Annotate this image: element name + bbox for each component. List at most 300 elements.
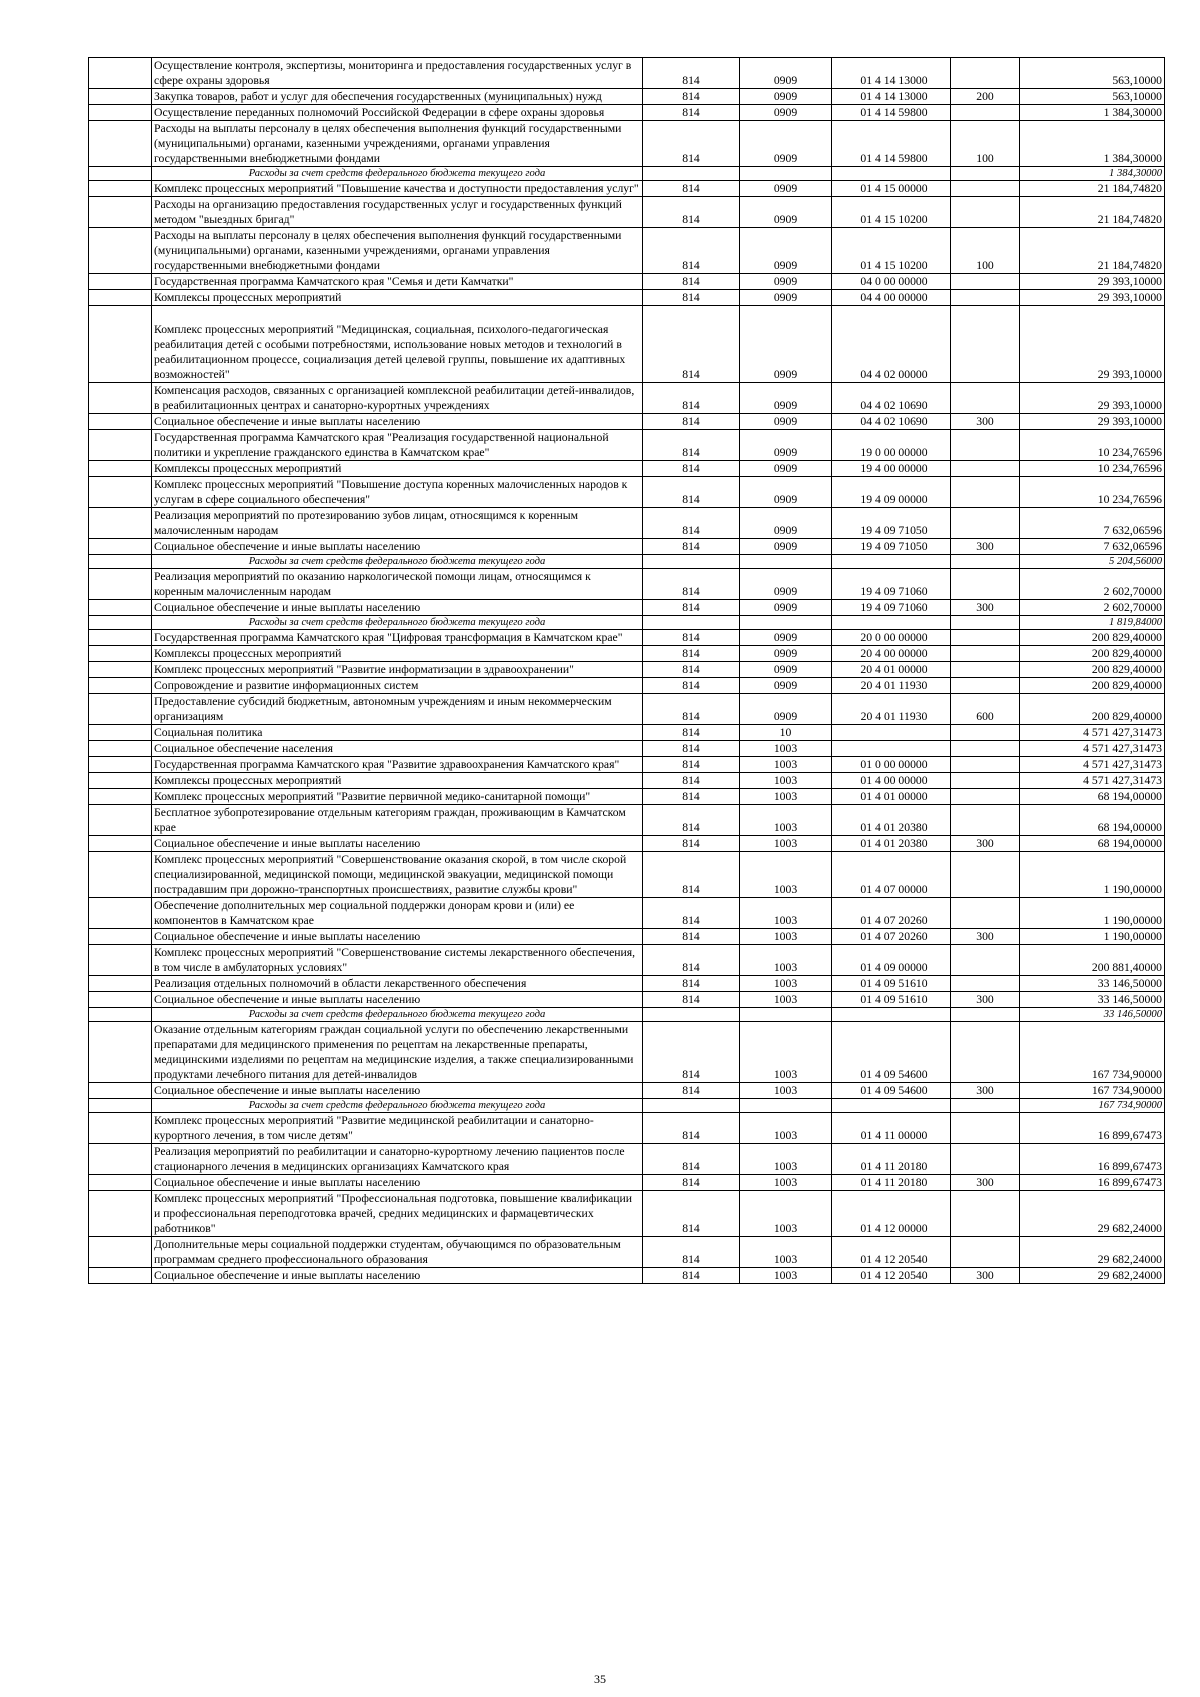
- row-section-code: 1003: [740, 773, 832, 789]
- row-index-cell: [89, 121, 152, 167]
- row-index-cell: [89, 1144, 152, 1175]
- row-sum: 4 571 427,31473: [1020, 725, 1165, 741]
- row-index-cell: [89, 167, 152, 181]
- row-expense-type: [951, 898, 1020, 929]
- row-name: Социальное обеспечение и иные выплаты населению: [152, 1268, 643, 1284]
- row-index-cell: [89, 1237, 152, 1268]
- row-sum: 16 899,67473: [1020, 1113, 1165, 1144]
- row-index-cell: [89, 197, 152, 228]
- table-row: [89, 600, 1165, 616]
- row-section-code: 1003: [740, 929, 832, 945]
- row-glav-code: 814: [643, 228, 740, 274]
- row-name: Расходы за счет средств федерального бюджета текущего года: [152, 1099, 643, 1113]
- row-name: Комплекс процессных мероприятий "Развитие первичной медико-санитарной помощи": [152, 789, 643, 805]
- row-name: Социальное обеспечение населения: [152, 741, 643, 757]
- table-row: [89, 306, 1165, 383]
- row-name: Социальное обеспечение и иные выплаты населению: [152, 539, 643, 555]
- row-sum: 1 190,00000: [1020, 898, 1165, 929]
- row-sum: 200 829,40000: [1020, 678, 1165, 694]
- row-section-code: 1003: [740, 836, 832, 852]
- table-row: [89, 539, 1165, 555]
- row-glav-code: 814: [643, 630, 740, 646]
- table-row: [89, 121, 1165, 167]
- table-row: [89, 725, 1165, 741]
- row-name: Предоставление субсидий бюджетным, автономным учреждениям и иным некоммерческим организациям: [152, 694, 643, 725]
- row-target-code: 04 4 02 10690: [832, 383, 951, 414]
- row-expense-type: [951, 383, 1020, 414]
- row-sum: 68 194,00000: [1020, 789, 1165, 805]
- row-expense-type: 300: [951, 1083, 1020, 1099]
- row-sum: 1 190,00000: [1020, 929, 1165, 945]
- row-expense-type: 200: [951, 89, 1020, 105]
- row-sum: 4 571 427,31473: [1020, 757, 1165, 773]
- budget-table: [88, 57, 1165, 1284]
- table-row: [89, 789, 1165, 805]
- row-glav-code: 814: [643, 1191, 740, 1237]
- table-row: [89, 197, 1165, 228]
- row-name: Дополнительные меры социальной поддержки студентам, обучающимся по образовательным программам среднего профессионального образования: [152, 1237, 643, 1268]
- row-glav-code: 814: [643, 992, 740, 1008]
- row-target-code: 01 4 11 00000: [832, 1113, 951, 1144]
- row-name: Социальное обеспечение и иные выплаты населению: [152, 1083, 643, 1099]
- row-expense-type: [951, 1008, 1020, 1022]
- row-name: Комплексы процессных мероприятий: [152, 290, 643, 306]
- row-section-code: 1003: [740, 992, 832, 1008]
- row-index-cell: [89, 555, 152, 569]
- row-sum: 29 682,24000: [1020, 1237, 1165, 1268]
- table-row: [89, 694, 1165, 725]
- row-index-cell: [89, 228, 152, 274]
- table-row: [89, 569, 1165, 600]
- row-glav-code: 814: [643, 105, 740, 121]
- row-target-code: [832, 741, 951, 757]
- row-sum: 563,10000: [1020, 89, 1165, 105]
- row-target-code: [832, 555, 951, 569]
- row-sum: 29 393,10000: [1020, 290, 1165, 306]
- row-section-code: [740, 1008, 832, 1022]
- row-sum: 563,10000: [1020, 58, 1165, 89]
- row-sum: 29 393,10000: [1020, 306, 1165, 383]
- row-glav-code: 814: [643, 773, 740, 789]
- row-glav-code: 814: [643, 539, 740, 555]
- row-target-code: 01 4 15 00000: [832, 181, 951, 197]
- row-sum: 167 734,90000: [1020, 1083, 1165, 1099]
- row-section-code: [740, 167, 832, 181]
- row-expense-type: 300: [951, 600, 1020, 616]
- row-name: Сопровождение и развитие информационных систем: [152, 678, 643, 694]
- row-section-code: 0909: [740, 181, 832, 197]
- row-index-cell: [89, 477, 152, 508]
- row-glav-code: 814: [643, 181, 740, 197]
- row-expense-type: [951, 461, 1020, 477]
- row-expense-type: 300: [951, 929, 1020, 945]
- row-expense-type: [951, 1237, 1020, 1268]
- row-name: Комплекс процессных мероприятий "Совершенствование оказания скорой, в том числе скорой специализированной, медицинской помощи, медицинской эвакуации, медицинской помощи пострадавшим при дорожно-транспортных происшествиях, развитие службы крови": [152, 852, 643, 898]
- row-expense-type: [951, 678, 1020, 694]
- row-glav-code: 814: [643, 197, 740, 228]
- row-glav-code: [643, 167, 740, 181]
- row-expense-type: 300: [951, 539, 1020, 555]
- row-index-cell: [89, 630, 152, 646]
- row-section-code: 1003: [740, 805, 832, 836]
- row-name: Расходы на выплаты персоналу в целях обеспечения выполнения функций государственными (муниципальными) органами, казенными учреждениями, органами управления государственными внебюджетными фондами: [152, 121, 643, 167]
- row-section-code: 1003: [740, 1237, 832, 1268]
- table-row: [89, 836, 1165, 852]
- row-section-code: 0909: [740, 600, 832, 616]
- row-glav-code: 814: [643, 976, 740, 992]
- row-glav-code: 814: [643, 508, 740, 539]
- row-glav-code: [643, 616, 740, 630]
- row-section-code: 1003: [740, 757, 832, 773]
- row-section-code: [740, 555, 832, 569]
- row-glav-code: 814: [643, 678, 740, 694]
- row-name: Осуществление контроля, экспертизы, мониторинга и предоставления государственных услуг в сфере охраны здоровья: [152, 58, 643, 89]
- row-name: Расходы на организацию предоставления государственных услуг и государственных функций методом "выездных бригад": [152, 197, 643, 228]
- row-sum: 200 829,40000: [1020, 630, 1165, 646]
- row-index-cell: [89, 58, 152, 89]
- row-section-code: 0909: [740, 662, 832, 678]
- row-section-code: [740, 1099, 832, 1113]
- row-target-code: 01 4 15 10200: [832, 228, 951, 274]
- row-index-cell: [89, 569, 152, 600]
- row-target-code: 01 4 12 20540: [832, 1237, 951, 1268]
- row-index-cell: [89, 539, 152, 555]
- row-expense-type: [951, 725, 1020, 741]
- row-section-code: 0909: [740, 121, 832, 167]
- row-glav-code: 814: [643, 741, 740, 757]
- note-row: [89, 1008, 1165, 1022]
- table-row: [89, 383, 1165, 414]
- row-index-cell: [89, 992, 152, 1008]
- row-section-code: [740, 616, 832, 630]
- row-sum: 29 682,24000: [1020, 1191, 1165, 1237]
- row-index-cell: [89, 508, 152, 539]
- row-expense-type: [951, 290, 1020, 306]
- row-target-code: [832, 725, 951, 741]
- row-expense-type: [951, 741, 1020, 757]
- row-name: Комплексы процессных мероприятий: [152, 461, 643, 477]
- table-row: [89, 477, 1165, 508]
- row-index-cell: [89, 181, 152, 197]
- row-sum: 167 734,90000: [1020, 1099, 1165, 1113]
- row-target-code: [832, 616, 951, 630]
- row-target-code: 04 4 02 00000: [832, 306, 951, 383]
- row-index-cell: [89, 600, 152, 616]
- row-expense-type: [951, 1113, 1020, 1144]
- row-name: Расходы на выплаты персоналу в целях обеспечения выполнения функций государственными (муниципальными) органами, казенными учреждениями, органами управления государственными внебюджетными фондами: [152, 228, 643, 274]
- row-name: Государственная программа Камчатского края "Семья и дети Камчатки": [152, 274, 643, 290]
- row-expense-type: [951, 555, 1020, 569]
- row-expense-type: [951, 167, 1020, 181]
- row-target-code: 01 4 14 59800: [832, 121, 951, 167]
- row-target-code: 19 4 00 00000: [832, 461, 951, 477]
- row-index-cell: [89, 757, 152, 773]
- row-name: Государственная программа Камчатского края "Развитие здравоохранения Камчатского края": [152, 757, 643, 773]
- row-target-code: 01 4 07 20260: [832, 898, 951, 929]
- row-section-code: 0909: [740, 694, 832, 725]
- row-expense-type: [951, 1191, 1020, 1237]
- row-sum: 21 184,74820: [1020, 197, 1165, 228]
- row-index-cell: [89, 1022, 152, 1083]
- row-target-code: 01 4 00 00000: [832, 773, 951, 789]
- row-name: Обеспечение дополнительных мер социальной поддержки донорам крови и (или) ее компонентов в Камчатском крае: [152, 898, 643, 929]
- row-index-cell: [89, 290, 152, 306]
- row-target-code: 19 4 09 71060: [832, 600, 951, 616]
- row-expense-type: [951, 1099, 1020, 1113]
- row-sum: 1 384,30000: [1020, 167, 1165, 181]
- row-section-code: 1003: [740, 1083, 832, 1099]
- row-glav-code: 814: [643, 1022, 740, 1083]
- row-sum: 1 384,30000: [1020, 121, 1165, 167]
- row-section-code: 1003: [740, 898, 832, 929]
- page-number: 35: [594, 1672, 606, 1686]
- table-row: [89, 976, 1165, 992]
- row-expense-type: 300: [951, 1175, 1020, 1191]
- row-target-code: 01 4 15 10200: [832, 197, 951, 228]
- row-section-code: 0909: [740, 646, 832, 662]
- row-section-code: 0909: [740, 678, 832, 694]
- table-row: [89, 662, 1165, 678]
- row-index-cell: [89, 274, 152, 290]
- row-target-code: 04 0 00 00000: [832, 274, 951, 290]
- row-sum: 200 881,40000: [1020, 945, 1165, 976]
- row-expense-type: 600: [951, 694, 1020, 725]
- row-glav-code: 814: [643, 383, 740, 414]
- row-glav-code: 814: [643, 290, 740, 306]
- row-section-code: 1003: [740, 852, 832, 898]
- row-index-cell: [89, 805, 152, 836]
- row-section-code: 1003: [740, 1144, 832, 1175]
- row-section-code: 1003: [740, 945, 832, 976]
- row-glav-code: 814: [643, 694, 740, 725]
- row-sum: 33 146,50000: [1020, 992, 1165, 1008]
- row-expense-type: 300: [951, 836, 1020, 852]
- table-row: [89, 1144, 1165, 1175]
- row-glav-code: 814: [643, 725, 740, 741]
- row-expense-type: [951, 805, 1020, 836]
- row-sum: 1 819,84000: [1020, 616, 1165, 630]
- row-name: Реализация мероприятий по реабилитации и санаторно-курортному лечению пациентов после стационарного лечения в медицинских организациях Камчатского края: [152, 1144, 643, 1175]
- row-index-cell: [89, 789, 152, 805]
- row-index-cell: [89, 725, 152, 741]
- row-section-code: 1003: [740, 1113, 832, 1144]
- row-glav-code: 814: [643, 1083, 740, 1099]
- row-expense-type: 300: [951, 414, 1020, 430]
- row-sum: 16 899,67473: [1020, 1144, 1165, 1175]
- row-glav-code: 814: [643, 805, 740, 836]
- row-name: Социальная политика: [152, 725, 643, 741]
- row-section-code: 0909: [740, 414, 832, 430]
- row-expense-type: [951, 662, 1020, 678]
- row-name: Бесплатное зубопротезирование отдельным категориям граждан, проживающим в Камчатском крае: [152, 805, 643, 836]
- row-expense-type: [951, 508, 1020, 539]
- row-name: Реализация мероприятий по оказанию наркологической помощи лицам, относящимся к коренным малочисленным народам: [152, 569, 643, 600]
- table-row: [89, 290, 1165, 306]
- table-row: [89, 646, 1165, 662]
- row-index-cell: [89, 836, 152, 852]
- row-index-cell: [89, 852, 152, 898]
- row-expense-type: [951, 306, 1020, 383]
- row-sum: 2 602,70000: [1020, 569, 1165, 600]
- row-target-code: 01 4 12 00000: [832, 1191, 951, 1237]
- row-name: Компенсация расходов, связанных с организацией комплексной реабилитации детей-инвалидов, в реабилитационных центрах и санаторно-курортных учреждениях: [152, 383, 643, 414]
- row-glav-code: 814: [643, 477, 740, 508]
- row-section-code: 1003: [740, 741, 832, 757]
- table-row: [89, 741, 1165, 757]
- row-sum: 200 829,40000: [1020, 662, 1165, 678]
- row-section-code: 1003: [740, 976, 832, 992]
- row-target-code: 01 4 09 51610: [832, 992, 951, 1008]
- row-sum: 29 393,10000: [1020, 274, 1165, 290]
- row-section-code: 0909: [740, 569, 832, 600]
- row-target-code: 19 4 09 71050: [832, 539, 951, 555]
- row-section-code: 0909: [740, 461, 832, 477]
- row-target-code: 04 4 00 00000: [832, 290, 951, 306]
- row-index-cell: [89, 646, 152, 662]
- row-index-cell: [89, 1099, 152, 1113]
- table-row: [89, 898, 1165, 929]
- row-sum: 2 602,70000: [1020, 600, 1165, 616]
- row-sum: 7 632,06596: [1020, 508, 1165, 539]
- row-section-code: 0909: [740, 430, 832, 461]
- row-section-code: 1003: [740, 1022, 832, 1083]
- table-row: [89, 508, 1165, 539]
- row-expense-type: [951, 1144, 1020, 1175]
- row-sum: 200 829,40000: [1020, 646, 1165, 662]
- table-row: [89, 630, 1165, 646]
- note-row: [89, 1099, 1165, 1113]
- table-row: [89, 1268, 1165, 1284]
- table-row: [89, 1175, 1165, 1191]
- row-section-code: 0909: [740, 630, 832, 646]
- row-glav-code: 814: [643, 945, 740, 976]
- table-row: [89, 89, 1165, 105]
- row-sum: 33 146,50000: [1020, 1008, 1165, 1022]
- table-row: [89, 992, 1165, 1008]
- row-expense-type: 100: [951, 228, 1020, 274]
- row-expense-type: [951, 430, 1020, 461]
- row-target-code: 20 4 00 00000: [832, 646, 951, 662]
- table-row: [89, 181, 1165, 197]
- row-target-code: 01 4 14 59800: [832, 105, 951, 121]
- row-glav-code: 814: [643, 789, 740, 805]
- row-index-cell: [89, 898, 152, 929]
- table-row: [89, 1191, 1165, 1237]
- row-expense-type: 300: [951, 992, 1020, 1008]
- row-target-code: 01 4 09 54600: [832, 1083, 951, 1099]
- row-name: Комплексы процессных мероприятий: [152, 773, 643, 789]
- table-row: [89, 228, 1165, 274]
- row-target-code: 20 4 01 11930: [832, 694, 951, 725]
- row-sum: 4 571 427,31473: [1020, 773, 1165, 789]
- row-index-cell: [89, 929, 152, 945]
- row-glav-code: 814: [643, 461, 740, 477]
- table-row: [89, 58, 1165, 89]
- row-name: Комплекс процессных мероприятий "Совершенствование системы лекарственного обеспечения, в том числе в амбулаторных условиях": [152, 945, 643, 976]
- row-index-cell: [89, 976, 152, 992]
- row-expense-type: [951, 197, 1020, 228]
- row-glav-code: 814: [643, 852, 740, 898]
- row-index-cell: [89, 678, 152, 694]
- row-glav-code: 814: [643, 1113, 740, 1144]
- row-expense-type: [951, 757, 1020, 773]
- row-section-code: 0909: [740, 197, 832, 228]
- row-glav-code: 814: [643, 274, 740, 290]
- row-name: Закупка товаров, работ и услуг для обеспечения государственных (муниципальных) нужд: [152, 89, 643, 105]
- row-sum: 21 184,74820: [1020, 228, 1165, 274]
- row-index-cell: [89, 945, 152, 976]
- row-section-code: 0909: [740, 58, 832, 89]
- note-row: [89, 167, 1165, 181]
- row-name: Социальное обеспечение и иные выплаты населению: [152, 600, 643, 616]
- row-glav-code: 814: [643, 600, 740, 616]
- row-name: Государственная программа Камчатского края "Цифровая трансформация в Камчатском крае": [152, 630, 643, 646]
- row-target-code: 01 4 14 13000: [832, 58, 951, 89]
- row-expense-type: [951, 945, 1020, 976]
- table-row: [89, 1083, 1165, 1099]
- row-expense-type: [951, 646, 1020, 662]
- row-section-code: 0909: [740, 539, 832, 555]
- row-index-cell: [89, 414, 152, 430]
- row-target-code: 01 4 09 00000: [832, 945, 951, 976]
- row-target-code: [832, 167, 951, 181]
- row-glav-code: [643, 555, 740, 569]
- row-sum: 10 234,76596: [1020, 461, 1165, 477]
- row-target-code: 01 4 09 51610: [832, 976, 951, 992]
- row-name: Социальное обеспечение и иные выплаты населению: [152, 836, 643, 852]
- row-expense-type: [951, 616, 1020, 630]
- row-name: Осуществление переданных полномочий Российской Федерации в сфере охраны здоровья: [152, 105, 643, 121]
- row-name: Социальное обеспечение и иные выплаты населению: [152, 992, 643, 1008]
- row-section-code: 0909: [740, 228, 832, 274]
- table-row: [89, 1113, 1165, 1144]
- row-name: Комплекс процессных мероприятий "Медицинская, социальная, психолого-педагогическая реабилитация детей с особыми потребностями, использование новых методов и технологий в реабилитационном процессе, социализация детей целевой группы, повышение их адаптивных возможностей": [152, 306, 643, 383]
- row-section-code: 1003: [740, 1268, 832, 1284]
- table-row: [89, 678, 1165, 694]
- row-glav-code: 814: [643, 569, 740, 600]
- table-row: [89, 414, 1165, 430]
- row-target-code: 20 4 01 00000: [832, 662, 951, 678]
- note-row: [89, 555, 1165, 569]
- row-glav-code: 814: [643, 1144, 740, 1175]
- row-name: Комплексы процессных мероприятий: [152, 646, 643, 662]
- row-name: Комплекс процессных мероприятий "Повышение качества и доступности предоставления услуг": [152, 181, 643, 197]
- row-sum: 5 204,56000: [1020, 555, 1165, 569]
- row-sum: 68 194,00000: [1020, 805, 1165, 836]
- row-sum: 1 384,30000: [1020, 105, 1165, 121]
- row-sum: 21 184,74820: [1020, 181, 1165, 197]
- row-target-code: [832, 1099, 951, 1113]
- row-expense-type: [951, 789, 1020, 805]
- row-name: Социальное обеспечение и иные выплаты населению: [152, 414, 643, 430]
- row-index-cell: [89, 694, 152, 725]
- table-row: [89, 757, 1165, 773]
- row-target-code: 04 4 02 10690: [832, 414, 951, 430]
- row-expense-type: [951, 569, 1020, 600]
- row-index-cell: [89, 383, 152, 414]
- table-row: [89, 945, 1165, 976]
- row-index-cell: [89, 461, 152, 477]
- row-glav-code: 814: [643, 929, 740, 945]
- table-body: [89, 58, 1165, 1284]
- row-expense-type: [951, 976, 1020, 992]
- row-target-code: 01 4 07 20260: [832, 929, 951, 945]
- row-index-cell: [89, 430, 152, 461]
- row-glav-code: 814: [643, 1268, 740, 1284]
- row-expense-type: [951, 477, 1020, 508]
- row-sum: 29 682,24000: [1020, 1268, 1165, 1284]
- row-expense-type: [951, 105, 1020, 121]
